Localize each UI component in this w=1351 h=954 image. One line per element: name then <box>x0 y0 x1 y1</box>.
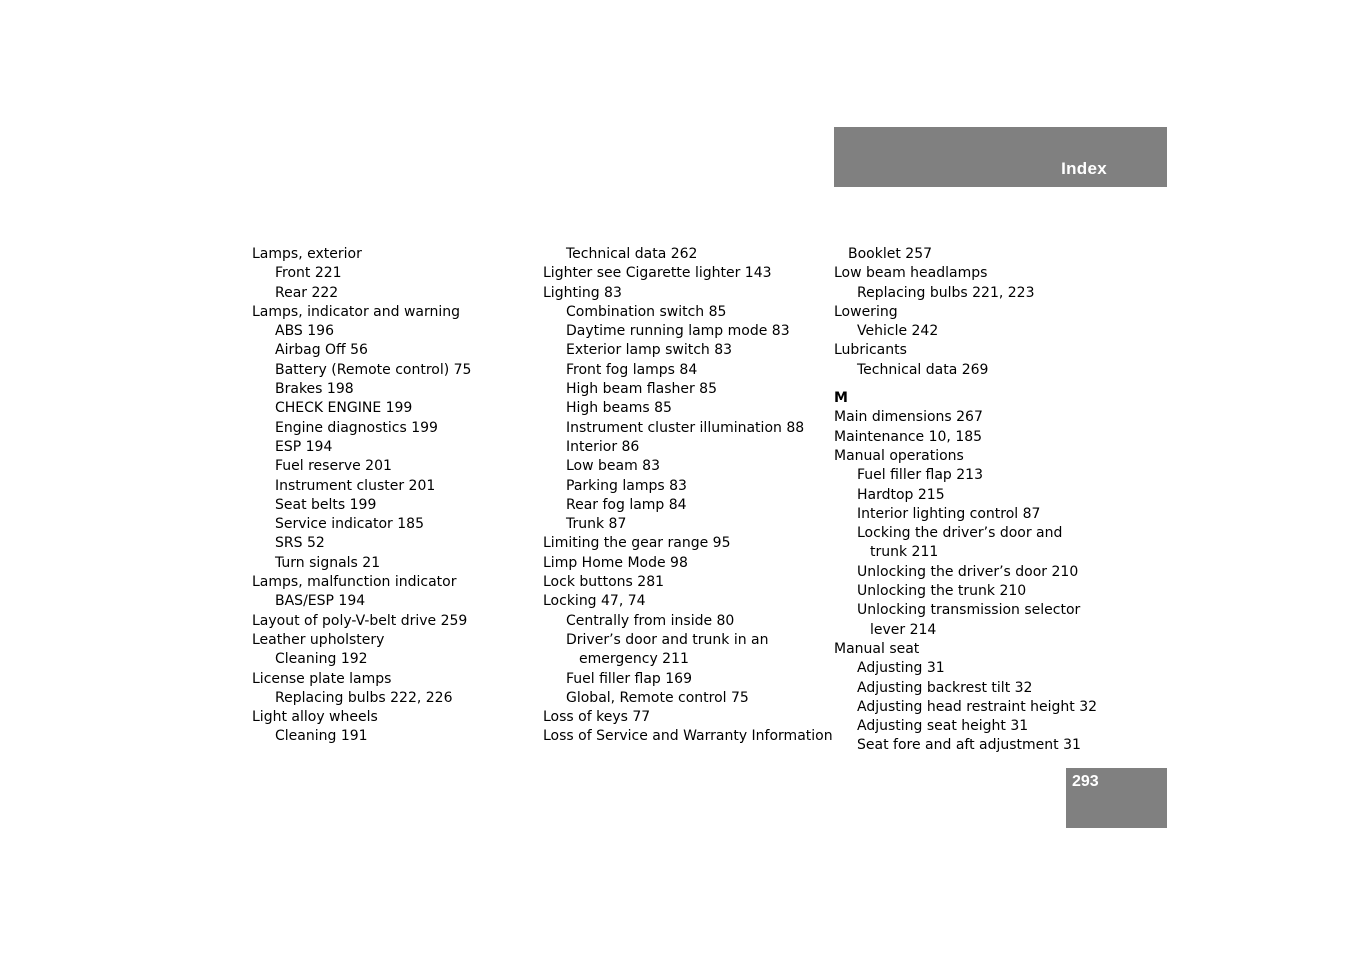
index-subentry: Seat fore and aft adjustment 31 <box>857 737 1081 754</box>
index-subentry: trunk 211 <box>870 544 939 561</box>
index-subentry: Parking lamps 83 <box>566 477 687 494</box>
index-subentry: Technical data 269 <box>857 361 989 378</box>
index-subentry: Interior 86 <box>566 438 640 455</box>
index-entry: Lighting 83 <box>543 284 622 301</box>
index-subentry: Trunk 87 <box>566 516 627 533</box>
index-subentry: Front 221 <box>275 265 342 282</box>
index-letter-heading: M <box>834 390 848 407</box>
index-subentry: High beam flasher 85 <box>566 381 717 398</box>
index-entry: Limp Home Mode 98 <box>543 554 688 571</box>
index-entry: Lamps, malfunction indicator <box>252 574 457 591</box>
index-subentry: Rear fog lamp 84 <box>566 496 687 513</box>
index-entry: Maintenance 10, 185 <box>834 428 983 445</box>
index-subentry: Replacing bulbs 222, 226 <box>275 689 453 706</box>
section-title: Index <box>1061 159 1107 178</box>
index-subentry: Centrally from inside 80 <box>566 612 735 629</box>
index-subentry: Front fog lamps 84 <box>566 361 698 378</box>
index-subentry: Cleaning 192 <box>275 651 368 668</box>
section-header-tab <box>834 127 1167 187</box>
index-subentry: Fuel filler flap 169 <box>566 670 692 687</box>
index-subentry: Service indicator 185 <box>275 516 424 533</box>
index-subentry: Fuel filler flap 213 <box>857 467 983 484</box>
index-subentry: Unlocking transmission selector <box>857 602 1081 619</box>
index-subentry: Instrument cluster 201 <box>275 477 436 494</box>
index-subentry: Combination switch 85 <box>566 303 727 320</box>
index-subentry: Replacing bulbs 221, 223 <box>857 284 1035 301</box>
index-entry: Lock buttons 281 <box>543 574 665 591</box>
index-subentry: Cleaning 191 <box>275 728 368 745</box>
index-subentry: Airbag Off 56 <box>275 342 368 359</box>
index-subentry: CHECK ENGINE 199 <box>275 400 413 417</box>
index-entry: Manual seat <box>834 640 920 657</box>
index-column-3 <box>834 245 1097 756</box>
index-entry: Lamps, exterior <box>252 246 362 262</box>
index-entry: Lamps, indicator and warning <box>252 303 461 320</box>
index-entry: Lubricants <box>834 342 907 359</box>
index-entry: License plate lamps <box>252 670 392 687</box>
index-subentry: Unlocking the trunk 210 <box>857 583 1027 600</box>
index-subentry: ESP 194 <box>275 438 333 455</box>
index-subentry: Interior lighting control 87 <box>857 505 1041 522</box>
index-subentry: Adjusting backrest tilt 32 <box>857 679 1033 696</box>
index-subentry: Seat belts 199 <box>275 496 377 513</box>
index-subentry: Fuel reserve 201 <box>275 458 392 475</box>
index-subentry: Engine diagnostics 199 <box>275 419 438 436</box>
index-subentry: Hardtop 215 <box>857 486 945 503</box>
index-entry: Limiting the gear range 95 <box>543 535 731 552</box>
index-entry: Locking 47, 74 <box>543 593 646 610</box>
index-entry: Lowering <box>834 303 898 320</box>
index-subentry: Turn signals 21 <box>275 554 381 571</box>
index-subentry: Technical data 262 <box>566 246 698 262</box>
index-subentry: Driver’s door and trunk in an <box>566 631 769 648</box>
index-entry: Leather upholstery <box>252 631 385 648</box>
index-subentry: ABS 196 <box>275 323 334 340</box>
page-number: 293 <box>1072 773 1099 790</box>
index-column-1 <box>252 245 471 747</box>
index-entry: Low beam headlamps <box>834 265 988 282</box>
index-subentry: Unlocking the driver’s door 210 <box>857 563 1079 580</box>
index-subentry: Vehicle 242 <box>857 323 939 340</box>
index-subentry: Exterior lamp switch 83 <box>566 342 733 359</box>
index-subentry: Locking the driver’s door and <box>857 525 1063 542</box>
index-subentry: SRS 52 <box>275 535 325 552</box>
index-subentry: BAS/ESP 194 <box>275 593 366 610</box>
index-entry: Main dimensions 267 <box>834 409 983 426</box>
index-subentry: Adjusting head restraint height 32 <box>857 698 1098 715</box>
index-subentry: Adjusting 31 <box>857 660 945 677</box>
index-entry: Lighter see Cigarette lighter 143 <box>543 265 772 282</box>
index-subentry: Brakes 198 <box>275 381 354 398</box>
index-subentry: Instrument cluster illumination 88 <box>566 419 805 436</box>
index-subentry: Adjusting seat height 31 <box>857 718 1029 735</box>
index-entry: Loss of Service and Warranty Information <box>543 728 833 745</box>
index-subentry: lever 214 <box>870 621 937 638</box>
index-subentry: Battery (Remote control) 75 <box>275 361 472 378</box>
index-subentry: Low beam 83 <box>566 458 661 475</box>
index-entry: Light alloy wheels <box>252 709 378 726</box>
index-entry: Loss of keys 77 <box>543 709 651 726</box>
index-subentry: High beams 85 <box>566 400 672 417</box>
index-entry: Manual operations <box>834 447 964 464</box>
index-subentry: Rear 222 <box>275 284 339 301</box>
index-subentry: Booklet 257 <box>848 246 933 262</box>
index-column-2 <box>543 245 833 747</box>
index-subentry: Daytime running lamp mode 83 <box>566 323 790 340</box>
page-number-tab <box>1066 768 1167 828</box>
index-subentry: Global, Remote control 75 <box>566 689 749 706</box>
index-entry: Layout of poly-V-belt drive 259 <box>252 612 468 629</box>
index-subentry: emergency 211 <box>579 651 689 668</box>
